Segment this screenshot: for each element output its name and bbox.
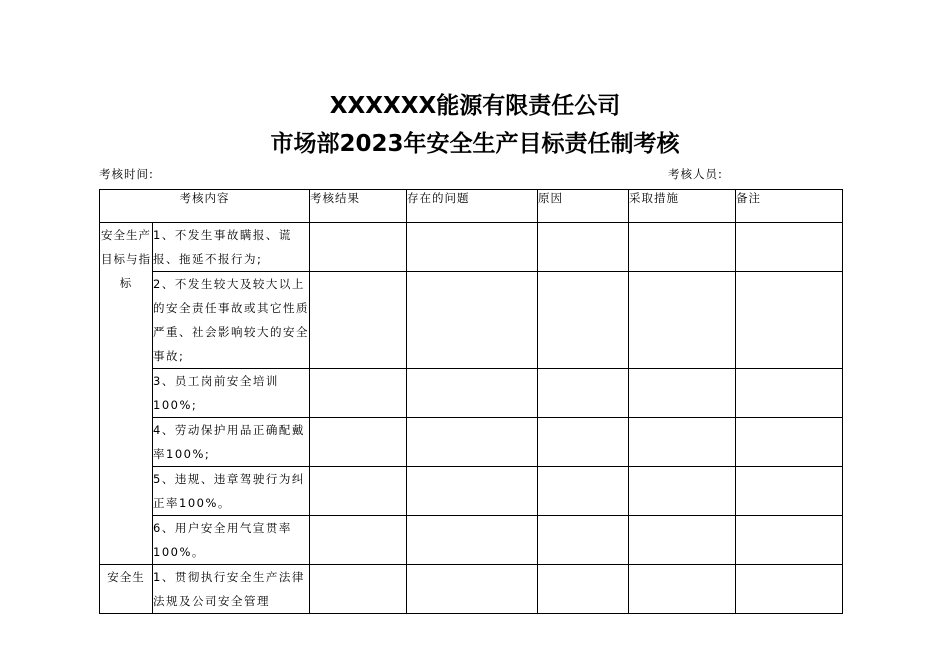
table-row — [100, 369, 843, 418]
assessment-time-label: 考核时间: — [99, 167, 154, 181]
item-1: 1、不发生事故瞒报、谎报、拖延不报行为; — [153, 223, 310, 272]
cell-measures[interactable] — [629, 565, 736, 614]
cell-problems[interactable] — [407, 272, 538, 369]
cell-problems[interactable] — [407, 565, 538, 614]
item-3: 3、员工岗前安全培训100%; — [153, 369, 310, 418]
cell-problems[interactable] — [407, 369, 538, 418]
assessor-label: 考核人员: — [668, 167, 723, 181]
category-safety-production: 安全生 — [100, 565, 153, 614]
header-content: 考核内容 — [100, 190, 310, 223]
cell-result[interactable] — [310, 565, 407, 614]
cell-problems[interactable] — [407, 223, 538, 272]
category-safety-targets: 安全生产目标与指标 — [100, 223, 153, 565]
assessment-title: 市场部2023年安全生产目标责任制考核 — [270, 131, 680, 157]
cell-measures[interactable] — [629, 418, 736, 467]
cell-measures[interactable] — [629, 369, 736, 418]
cell-reason[interactable] — [538, 272, 629, 369]
table-row — [100, 565, 843, 614]
table-row — [100, 418, 843, 467]
table-row — [100, 272, 843, 369]
header-problems: 存在的问题 — [407, 190, 538, 223]
company-title: XXXXXX能源有限责任公司 — [329, 93, 621, 119]
item-2-1: 1、贯彻执行安全生产法律法规及公司安全管理 — [153, 565, 310, 614]
cell-result[interactable] — [310, 272, 407, 369]
header-reason: 原因 — [538, 190, 629, 223]
cell-reason[interactable] — [538, 418, 629, 467]
cell-reason[interactable] — [538, 565, 629, 614]
table-row — [100, 467, 843, 516]
header-remarks: 备注 — [736, 190, 843, 223]
cell-problems[interactable] — [407, 516, 538, 565]
cell-reason[interactable] — [538, 369, 629, 418]
table-header-row — [100, 190, 843, 223]
cell-remarks[interactable] — [736, 223, 843, 272]
cell-measures[interactable] — [629, 223, 736, 272]
cell-measures[interactable] — [629, 467, 736, 516]
table-row — [100, 223, 843, 272]
cell-measures[interactable] — [629, 272, 736, 369]
cell-result[interactable] — [310, 467, 407, 516]
header-result: 考核结果 — [310, 190, 407, 223]
cell-remarks[interactable] — [736, 272, 843, 369]
cell-result[interactable] — [310, 223, 407, 272]
cell-reason[interactable] — [538, 223, 629, 272]
item-5: 5、违规、违章驾驶行为纠正率100%。 — [153, 467, 310, 516]
cell-remarks[interactable] — [736, 418, 843, 467]
item-6: 6、用户安全用气宣贯率100%。 — [153, 516, 310, 565]
cell-remarks[interactable] — [736, 467, 843, 516]
cell-result[interactable] — [310, 418, 407, 467]
cell-result[interactable] — [310, 516, 407, 565]
table-row — [100, 516, 843, 565]
cell-reason[interactable] — [538, 467, 629, 516]
header-measures: 采取措施 — [629, 190, 736, 223]
cell-measures[interactable] — [629, 516, 736, 565]
cell-remarks[interactable] — [736, 516, 843, 565]
item-4: 4、劳动保护用品正确配戴率100%; — [153, 418, 310, 467]
cell-reason[interactable] — [538, 516, 629, 565]
cell-problems[interactable] — [407, 467, 538, 516]
cell-result[interactable] — [310, 369, 407, 418]
cell-remarks[interactable] — [736, 565, 843, 614]
cell-remarks[interactable] — [736, 369, 843, 418]
item-2: 2、不发生较大及较大以上的安全责任事故或其它性质严重、社会影响较大的安全事故; — [153, 272, 310, 369]
cell-problems[interactable] — [407, 418, 538, 467]
assessment-table — [99, 189, 843, 614]
